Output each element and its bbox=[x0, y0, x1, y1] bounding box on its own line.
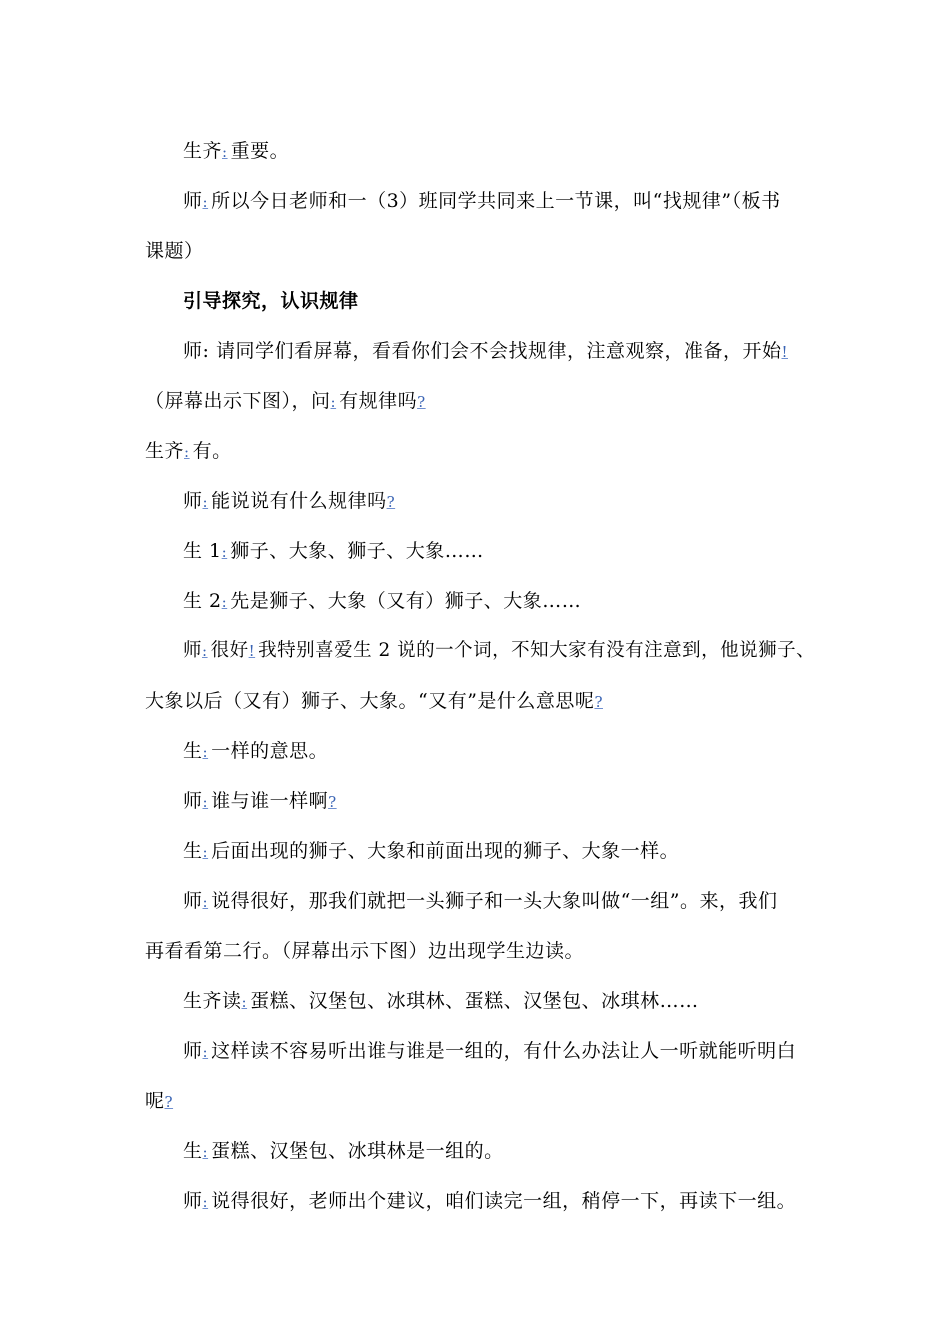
speaker: 生齐读 bbox=[183, 990, 242, 1012]
speaker: 师 bbox=[183, 1040, 203, 1062]
dialogue-line bbox=[183, 487, 825, 515]
edit-mark: : bbox=[202, 893, 209, 911]
line-text: 说得很好，那我们就把一头狮子和一头大象叫做“一组”。来，我们 bbox=[211, 890, 778, 912]
edit-mark: : bbox=[202, 642, 208, 660]
speaker: 生 bbox=[183, 840, 203, 862]
line-text: 说得很好，老师出个建议，咱们读完一组，稍停一下，再读下一组。 bbox=[211, 1190, 797, 1212]
edit-mark: ? bbox=[417, 393, 426, 411]
dialogue-line bbox=[183, 587, 825, 615]
dialogue-line bbox=[145, 937, 825, 965]
line-text: 蛋糕、汉堡包、冰琪林、蛋糕、汉堡包、冰琪林…… bbox=[250, 990, 699, 1012]
line-text: 后面出现的狮子、大象和前面出现的狮子、大象一样。 bbox=[211, 840, 680, 862]
edit-mark: : bbox=[221, 543, 228, 561]
edit-mark: : bbox=[222, 143, 228, 161]
dialogue-line bbox=[183, 987, 825, 1015]
speaker: 师 bbox=[183, 890, 203, 912]
edit-mark: : bbox=[221, 593, 228, 611]
line-text: 大象以后（又有）狮子、大象。“又有”是什么意思呢 bbox=[145, 690, 595, 712]
dialogue-line bbox=[183, 1187, 825, 1215]
section-heading bbox=[183, 287, 825, 315]
line-text: 呢 bbox=[145, 1090, 165, 1112]
dialogue-line bbox=[183, 1137, 825, 1165]
speaker: 生 2 bbox=[183, 590, 222, 612]
dialogue-line bbox=[183, 187, 825, 215]
dialogue-line bbox=[183, 737, 825, 765]
speaker: 生 bbox=[183, 1140, 203, 1162]
edit-mark: ? bbox=[164, 1093, 174, 1111]
dialogue-line bbox=[145, 687, 825, 715]
line-text: 有规律吗 bbox=[339, 390, 418, 412]
line-text: 能说说有什么规律吗 bbox=[211, 490, 387, 512]
line-text: 先是狮子、大象（又有）狮子、大象…… bbox=[230, 590, 582, 612]
speaker: 师 bbox=[183, 790, 203, 812]
edit-mark: : bbox=[202, 1043, 209, 1061]
edit-mark: ? bbox=[594, 693, 603, 711]
line-text: : 请同学们看屏幕，看看你们会不会找规律，注意观察，准备，开始 bbox=[202, 340, 782, 362]
line-text: 狮子、大象、狮子、大象…… bbox=[230, 540, 484, 562]
speaker: 师 bbox=[183, 490, 203, 512]
speaker: 生齐 bbox=[183, 140, 223, 162]
dialogue-line bbox=[145, 387, 825, 415]
speaker: 师 bbox=[183, 1190, 203, 1212]
line-text: 有。 bbox=[192, 440, 232, 462]
edit-mark: : bbox=[184, 443, 190, 461]
edit-mark: ! bbox=[781, 343, 788, 361]
edit-mark: : bbox=[330, 393, 337, 411]
speaker: 师 bbox=[183, 640, 203, 661]
edit-mark: ! bbox=[248, 642, 256, 660]
speaker: 生 bbox=[183, 740, 203, 762]
edit-mark: : bbox=[202, 1143, 209, 1161]
line-text: 我特别喜爱生 2 说的一个词，不知大家有没有注意到，他说狮子、 bbox=[258, 640, 816, 661]
line-text: 课题） bbox=[145, 240, 204, 262]
heading-text: 引导探究，认识规律 bbox=[183, 290, 359, 312]
dialogue-line bbox=[183, 537, 825, 565]
speaker: 生 1 bbox=[183, 540, 222, 562]
line-text: 所以今日老师和一（3）班同学共同来上一节课，叫“找规律”（板书 bbox=[211, 190, 781, 212]
speaker: 师 bbox=[183, 340, 203, 362]
speaker: 生齐 bbox=[145, 440, 185, 462]
dialogue-line bbox=[183, 137, 825, 165]
dialogue-line bbox=[183, 337, 825, 365]
line-text: 谁与谁一样啊 bbox=[211, 790, 329, 812]
line-text: 这样读不容易听出谁与谁是一组的，有什么办法让人一听就能听明白 bbox=[211, 1040, 797, 1062]
line-text: 一样的意思。 bbox=[211, 740, 329, 762]
line-text: 蛋糕、汉堡包、冰琪林是一组的。 bbox=[211, 1140, 504, 1162]
edit-mark: ? bbox=[328, 793, 337, 811]
dialogue-line bbox=[183, 787, 825, 815]
line-text: 再看看第二行。（屏幕出示下图）边出现学生边读。 bbox=[145, 940, 585, 962]
edit-mark: : bbox=[202, 843, 209, 861]
line-text: 重要。 bbox=[230, 140, 290, 162]
dialogue-line bbox=[145, 437, 825, 465]
speaker: 师 bbox=[183, 190, 203, 212]
dialogue-line bbox=[183, 887, 825, 915]
dialogue-line bbox=[183, 1037, 825, 1065]
edit-mark: : bbox=[241, 993, 248, 1011]
line-text: （屏幕出示下图），问 bbox=[145, 390, 331, 412]
line-text: 很好 bbox=[210, 640, 249, 661]
dialogue-line bbox=[183, 837, 825, 865]
edit-mark: : bbox=[202, 1193, 209, 1211]
edit-mark: ? bbox=[386, 493, 396, 511]
edit-mark: : bbox=[202, 793, 209, 811]
dialogue-line bbox=[145, 237, 825, 265]
dialogue-line bbox=[183, 637, 825, 665]
dialogue-line bbox=[145, 1087, 825, 1115]
edit-mark: : bbox=[202, 493, 209, 511]
edit-mark: : bbox=[202, 743, 209, 761]
edit-mark: : bbox=[202, 193, 209, 211]
